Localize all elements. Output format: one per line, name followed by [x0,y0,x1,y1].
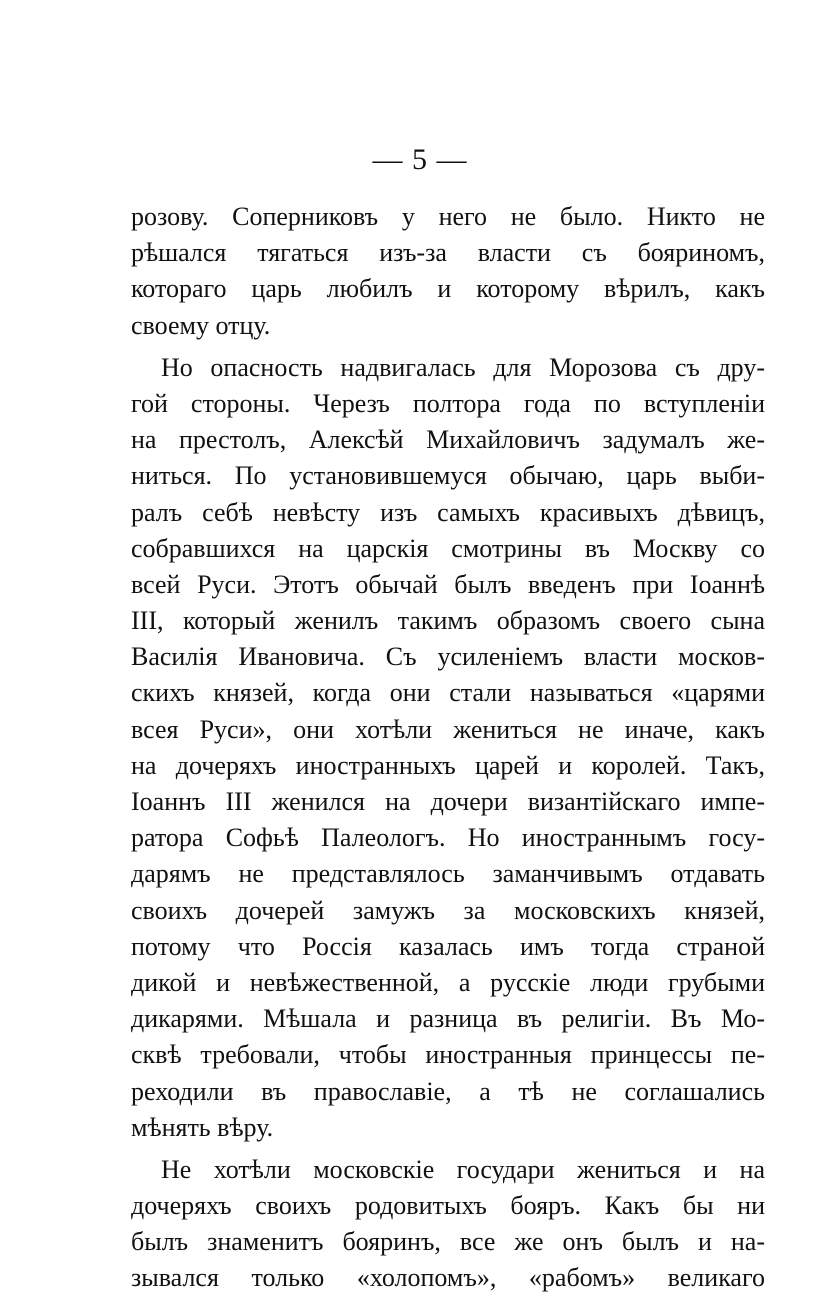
text-line: реходили въ православіе, а тѣ не соглашались [131,1076,765,1106]
text-line: III, который женилъ такимъ образомъ своего сына [131,606,765,636]
paragraph [131,1152,765,1297]
text-line: котораго царь любилъ и которому вѣрилъ, какъ [131,274,765,304]
paragraph [131,350,765,1146]
text-line: ниться. По установившемуся обычаю, царь выби- [131,461,765,491]
body-text [131,199,765,1297]
text-line: зывался только «холопомъ», «рабомъ» великаго [131,1263,765,1293]
text-line: былъ знаменитъ бояринъ, все же онъ былъ и на- [131,1227,765,1257]
text-line: мѣнять вѣру. [131,1112,274,1142]
text-line: дикой и невѣжественной, а русскіе люди грубыми [131,967,765,997]
text-line: дарямъ не представлялось заманчивымъ отдавать [131,859,765,889]
page-number: — 5 — [372,143,468,176]
text-line: на дочеряхъ иностранныхъ царей и королей. Такъ, [131,750,765,780]
text-line: сквѣ требовали, чтобы иностранныя принцессы пе- [131,1040,765,1070]
text-line: Не хотѣли московскіе государи жениться и на [161,1154,765,1184]
text-line: на престолъ, Алексѣй Михайловичъ задумалъ же- [131,425,765,455]
text-line: гой стороны. Черезъ полтора года по вступленіи [131,388,765,418]
text-line: рѣшался тягаться изъ-за власти съ бояриномъ, [131,238,765,268]
text-line: собравшихся на царскія смотрины въ Москву со [131,533,765,563]
text-line: Василія Ивановича. Съ усиленіемъ власти москов- [131,642,765,672]
text-line: дикарями. Мѣшала и разница въ религіи. Въ Мо- [131,1004,765,1034]
text-line: скихъ князей, когда они стали называться «царями [131,678,765,708]
text-line: своихъ дочерей замужъ за московскихъ князей, [131,895,765,925]
text-line: всея Руси», они хотѣли жениться не иначе, какъ [131,714,765,744]
text-line: дочеряхъ своихъ родовитыхъ бояръ. Какъ бы ни [131,1191,765,1221]
text-line: Но опасность надвигалась для Морозова съ дру- [161,352,765,382]
text-line: потому что Россія казалась имъ тогда страной [131,931,765,961]
text-line: ратора Софьѣ Палеологъ. Но иностраннымъ госу- [131,823,765,853]
text-line: своему отцу. [131,310,271,340]
text-line: Іоаннъ III женился на дочери византійскаго импе- [131,787,765,816]
text-line: всей Руси. Этотъ обычай былъ введенъ при Іоаннѣ [131,569,765,599]
paragraph [131,199,765,344]
text-line: розову. Соперниковъ у него не было. Никто не [131,202,765,231]
text-line: ралъ себѣ невѣсту изъ самыхъ красивыхъ дѣвицъ, [131,497,765,527]
